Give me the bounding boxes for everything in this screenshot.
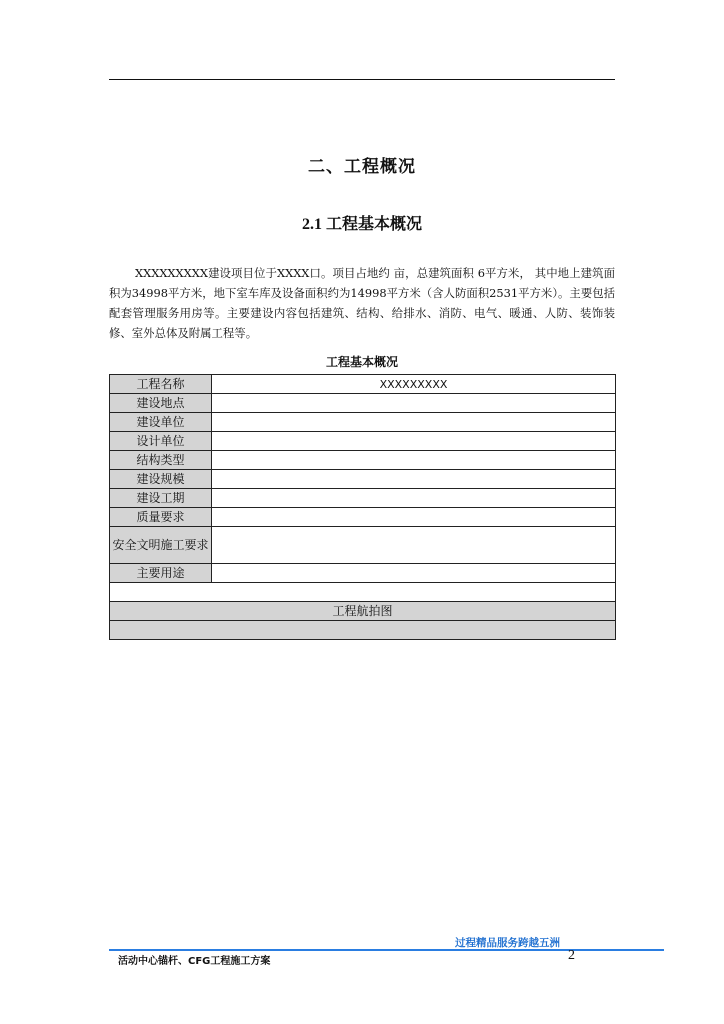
section-number: 2.1: [301, 216, 322, 233]
project-info-table: [109, 374, 616, 640]
aerial-photo-header-row: [110, 602, 616, 621]
table-row: [110, 451, 616, 470]
section-title-text: 工程基本概况: [325, 214, 422, 233]
blank-cell: [110, 583, 616, 602]
row-value: [212, 432, 616, 451]
aerial-photo-cell: [110, 621, 616, 640]
row-label: 建设地点: [110, 394, 212, 413]
footer-rule: [109, 949, 664, 951]
table-row: [110, 564, 616, 583]
blank-row: [110, 583, 616, 602]
row-value: [212, 413, 616, 432]
aerial-photo-row: [110, 621, 616, 640]
row-label: 建设单位: [110, 413, 212, 432]
row-label: 设计单位: [110, 432, 212, 451]
row-label: 安全文明施工要求: [110, 527, 212, 564]
row-value: [212, 451, 616, 470]
row-label: 建设规模: [110, 470, 212, 489]
row-value: [212, 489, 616, 508]
table-row: [110, 527, 616, 564]
chapter-title: 二、工程概况: [308, 157, 416, 177]
row-label: 质量要求: [110, 508, 212, 527]
row-label: 主要用途: [110, 564, 212, 583]
header-rule: [109, 79, 615, 80]
row-value: [212, 564, 616, 583]
section-title: [0, 211, 724, 234]
row-label: 建设工期: [110, 489, 212, 508]
row-value: [212, 394, 616, 413]
footer-slogan: 过程精品服务跨越五洲: [455, 937, 560, 949]
row-value: [212, 527, 616, 564]
table-row: [110, 432, 616, 451]
row-label: 结构类型: [110, 451, 212, 470]
footer-doc-title: 活动中心锚杆、CFG工程施工方案: [118, 956, 271, 967]
row-label: 工程名称: [110, 375, 212, 394]
overview-paragraph: XXXXXXXXX建设项目位于XXXX口。项目占地约 亩，总建筑面积 6平方米， 其中地上建筑面积为34998平方米，地下室车库及设备面积约为14998平方米（含人防面积2531平方米）。主要包括 配套管理服务用房等。主要建设内容包括建筑、结构、给排水、消防、电气、暖通、人防、装饰装修、室外总体及附属工程等。: [109, 266, 615, 340]
table-row: [110, 470, 616, 489]
row-value: [212, 508, 616, 527]
table-row: [110, 508, 616, 527]
row-value: [212, 470, 616, 489]
table-row: [110, 394, 616, 413]
table-row: [110, 413, 616, 432]
table-caption: 工程基本概况: [325, 355, 398, 369]
row-value: XXXXXXXXX: [212, 375, 616, 394]
table-row: [110, 375, 616, 394]
table-row: [110, 489, 616, 508]
page-number: 2: [568, 948, 575, 963]
aerial-photo-label: 工程航拍图: [110, 602, 616, 621]
